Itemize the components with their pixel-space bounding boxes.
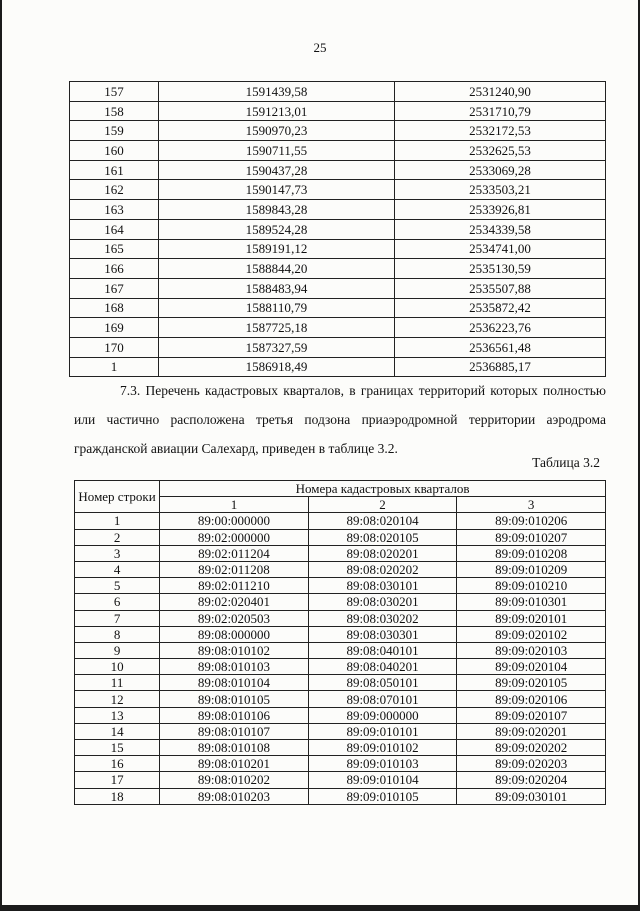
row-number-cell: 159	[70, 121, 159, 141]
cadastral-number-cell: 89:02:011210	[160, 578, 309, 594]
table-row	[75, 659, 606, 675]
coordinate-cell: 2535872,42	[395, 298, 606, 318]
cadastral-number-cell: 89:08:030202	[308, 610, 457, 626]
header-column-number: 1	[160, 497, 309, 513]
coordinate-cell: 1587725,18	[159, 318, 395, 338]
cadastral-number-cell: 89:08:030301	[308, 626, 457, 642]
coordinate-cell: 2535130,59	[395, 259, 606, 279]
cadastral-number-cell: 89:08:010107	[160, 723, 309, 739]
header-group: Номера кадастровых кварталов	[160, 481, 606, 497]
coordinate-cell: 2532172,53	[395, 121, 606, 141]
cadastral-number-cell: 89:00:000000	[160, 513, 309, 529]
cadastral-number-cell: 89:09:000000	[308, 707, 457, 723]
row-number-cell: 18	[75, 788, 160, 804]
row-number-cell: 7	[75, 610, 160, 626]
header-column-number: 2	[308, 497, 457, 513]
table-row	[75, 675, 606, 691]
row-number-cell: 14	[75, 723, 160, 739]
table-row	[75, 594, 606, 610]
cadastral-number-cell: 89:08:020202	[308, 561, 457, 577]
cadastral-number-cell: 89:09:010101	[308, 723, 457, 739]
row-number-cell: 170	[70, 337, 159, 357]
cadastral-number-cell: 89:09:020102	[457, 626, 606, 642]
row-number-cell: 166	[70, 259, 159, 279]
row-number-cell: 10	[75, 659, 160, 675]
cadastral-quarters-table	[74, 480, 606, 805]
cadastral-number-cell: 89:09:010104	[308, 772, 457, 788]
coordinate-cell: 1589191,12	[159, 239, 395, 259]
cadastral-number-cell: 89:08:010105	[160, 691, 309, 707]
cadastral-number-cell: 89:08:030101	[308, 578, 457, 594]
cadastral-number-cell: 89:08:030201	[308, 594, 457, 610]
cadastral-number-cell: 89:09:020103	[457, 642, 606, 658]
row-number-cell: 161	[70, 160, 159, 180]
table-row	[70, 259, 606, 279]
row-number-cell: 11	[75, 675, 160, 691]
table-row	[70, 180, 606, 200]
row-number-cell: 168	[70, 298, 159, 318]
row-number-cell: 17	[75, 772, 160, 788]
cadastral-number-cell: 89:02:011208	[160, 561, 309, 577]
cadastral-number-cell: 89:09:010301	[457, 594, 606, 610]
table-row	[70, 298, 606, 318]
coordinate-cell: 2531240,90	[395, 82, 606, 102]
table-row	[75, 723, 606, 739]
cadastral-number-cell: 89:09:020203	[457, 756, 606, 772]
cadastral-number-cell: 89:08:020105	[308, 529, 457, 545]
coordinate-cell: 2533926,81	[395, 200, 606, 220]
coordinate-cell: 1590147,73	[159, 180, 395, 200]
cadastral-number-cell: 89:09:020201	[457, 723, 606, 739]
coordinate-cell: 2534339,58	[395, 219, 606, 239]
table-header-row	[75, 481, 606, 497]
row-number-cell: 15	[75, 740, 160, 756]
cadastral-number-cell: 89:09:020204	[457, 772, 606, 788]
row-number-cell: 160	[70, 141, 159, 161]
cadastral-number-cell: 89:02:020503	[160, 610, 309, 626]
coordinate-cell: 2533069,28	[395, 160, 606, 180]
cadastral-number-cell: 89:09:010206	[457, 513, 606, 529]
table-row	[70, 121, 606, 141]
table-row	[70, 337, 606, 357]
coordinates-table	[69, 81, 606, 377]
table-row	[75, 707, 606, 723]
coordinate-cell: 2531710,79	[395, 101, 606, 121]
coordinate-cell: 2536223,76	[395, 318, 606, 338]
row-number-cell: 2	[75, 529, 160, 545]
header-row-number: Номер строки	[75, 481, 160, 513]
table-row	[70, 278, 606, 298]
coordinate-cell: 2536885,17	[395, 357, 606, 377]
row-number-cell: 162	[70, 180, 159, 200]
row-number-cell: 1	[70, 357, 159, 377]
cadastral-number-cell: 89:08:010106	[160, 707, 309, 723]
cadastral-number-cell: 89:09:030101	[457, 788, 606, 804]
coordinate-cell: 1588110,79	[159, 298, 395, 318]
row-number-cell: 165	[70, 239, 159, 259]
row-number-cell: 3	[75, 545, 160, 561]
paragraph-7-3: 7.3. Перечень кадастровых кварталов, в границах территорий которых полностью или частично расположена третья подзона приаэродромной территории аэродрома гражданской авиации Салехард, приведен в таблице 3.2.	[74, 383, 606, 456]
cadastral-number-cell: 89:09:020107	[457, 707, 606, 723]
coordinate-cell: 2535507,88	[395, 278, 606, 298]
table-row	[75, 513, 606, 529]
row-number-cell: 12	[75, 691, 160, 707]
row-number-cell: 5	[75, 578, 160, 594]
cadastral-number-cell: 89:09:010103	[308, 756, 457, 772]
coordinate-cell: 2534741,00	[395, 239, 606, 259]
table-row	[70, 101, 606, 121]
cadastral-number-cell: 89:08:010203	[160, 788, 309, 804]
coordinate-cell: 2536561,48	[395, 337, 606, 357]
cadastral-number-cell: 89:08:010201	[160, 756, 309, 772]
cadastral-number-cell: 89:09:020106	[457, 691, 606, 707]
table-row	[75, 642, 606, 658]
cadastral-number-cell: 89:02:000000	[160, 529, 309, 545]
table-row	[70, 141, 606, 161]
coordinate-cell: 1591439,58	[159, 82, 395, 102]
cadastral-number-cell: 89:09:010102	[308, 740, 457, 756]
cadastral-number-cell: 89:09:010210	[457, 578, 606, 594]
table-row	[75, 788, 606, 804]
cadastral-number-cell: 89:08:010103	[160, 659, 309, 675]
coordinate-cell: 2532625,53	[395, 141, 606, 161]
cadastral-number-cell: 89:08:040101	[308, 642, 457, 658]
coordinate-cell: 1589524,28	[159, 219, 395, 239]
table-row	[70, 239, 606, 259]
cadastral-number-cell: 89:09:010209	[457, 561, 606, 577]
cadastral-number-cell: 89:09:020105	[457, 675, 606, 691]
row-number-cell: 4	[75, 561, 160, 577]
cadastral-number-cell: 89:08:040201	[308, 659, 457, 675]
row-number-cell: 157	[70, 82, 159, 102]
cadastral-number-cell: 89:08:010108	[160, 740, 309, 756]
row-number-cell: 158	[70, 101, 159, 121]
cadastral-number-cell: 89:08:070101	[308, 691, 457, 707]
row-number-cell: 8	[75, 626, 160, 642]
cadastral-number-cell: 89:08:020104	[308, 513, 457, 529]
row-number-cell: 6	[75, 594, 160, 610]
table-row	[75, 691, 606, 707]
row-number-cell: 164	[70, 219, 159, 239]
header-column-number: 3	[457, 497, 606, 513]
table-row	[75, 545, 606, 561]
coordinate-cell: 1588483,94	[159, 278, 395, 298]
cadastral-number-cell: 89:09:020202	[457, 740, 606, 756]
page-number: 25	[313, 40, 327, 55]
coordinate-cell: 1588844,20	[159, 259, 395, 279]
cadastral-number-cell: 89:09:020101	[457, 610, 606, 626]
table-row	[70, 160, 606, 180]
row-number-cell: 163	[70, 200, 159, 220]
table-row	[75, 610, 606, 626]
row-number-cell: 16	[75, 756, 160, 772]
coordinate-cell: 1587327,59	[159, 337, 395, 357]
table-row	[75, 529, 606, 545]
table-caption: Таблица 3.2	[532, 455, 600, 470]
cadastral-number-cell: 89:08:020201	[308, 545, 457, 561]
cadastral-number-cell: 89:08:010202	[160, 772, 309, 788]
document-page	[2, 0, 638, 905]
table-row	[70, 318, 606, 338]
cadastral-number-cell: 89:09:010105	[308, 788, 457, 804]
row-number-cell: 9	[75, 642, 160, 658]
coordinate-cell: 1589843,28	[159, 200, 395, 220]
coordinate-cell: 1591213,01	[159, 101, 395, 121]
table-row	[70, 82, 606, 102]
coordinate-cell: 1586918,49	[159, 357, 395, 377]
cadastral-number-cell: 89:09:010207	[457, 529, 606, 545]
row-number-cell: 1	[75, 513, 160, 529]
cadastral-number-cell: 89:09:020104	[457, 659, 606, 675]
row-number-cell: 169	[70, 318, 159, 338]
table-row	[75, 578, 606, 594]
table-row	[75, 756, 606, 772]
table-row	[70, 219, 606, 239]
coordinate-cell: 1590970,23	[159, 121, 395, 141]
row-number-cell: 13	[75, 707, 160, 723]
coordinate-cell: 1590711,55	[159, 141, 395, 161]
cadastral-number-cell: 89:08:010102	[160, 642, 309, 658]
cadastral-number-cell: 89:09:010208	[457, 545, 606, 561]
table-row	[75, 561, 606, 577]
table-row	[75, 626, 606, 642]
table-row	[70, 200, 606, 220]
coordinate-cell: 1590437,28	[159, 160, 395, 180]
cadastral-number-cell: 89:02:020401	[160, 594, 309, 610]
table-row	[70, 357, 606, 377]
cadastral-number-cell: 89:08:010104	[160, 675, 309, 691]
cadastral-number-cell: 89:08:050101	[308, 675, 457, 691]
cadastral-number-cell: 89:02:011204	[160, 545, 309, 561]
row-number-cell: 167	[70, 278, 159, 298]
table-row	[75, 740, 606, 756]
cadastral-number-cell: 89:08:000000	[160, 626, 309, 642]
table-row	[75, 772, 606, 788]
coordinate-cell: 2533503,21	[395, 180, 606, 200]
